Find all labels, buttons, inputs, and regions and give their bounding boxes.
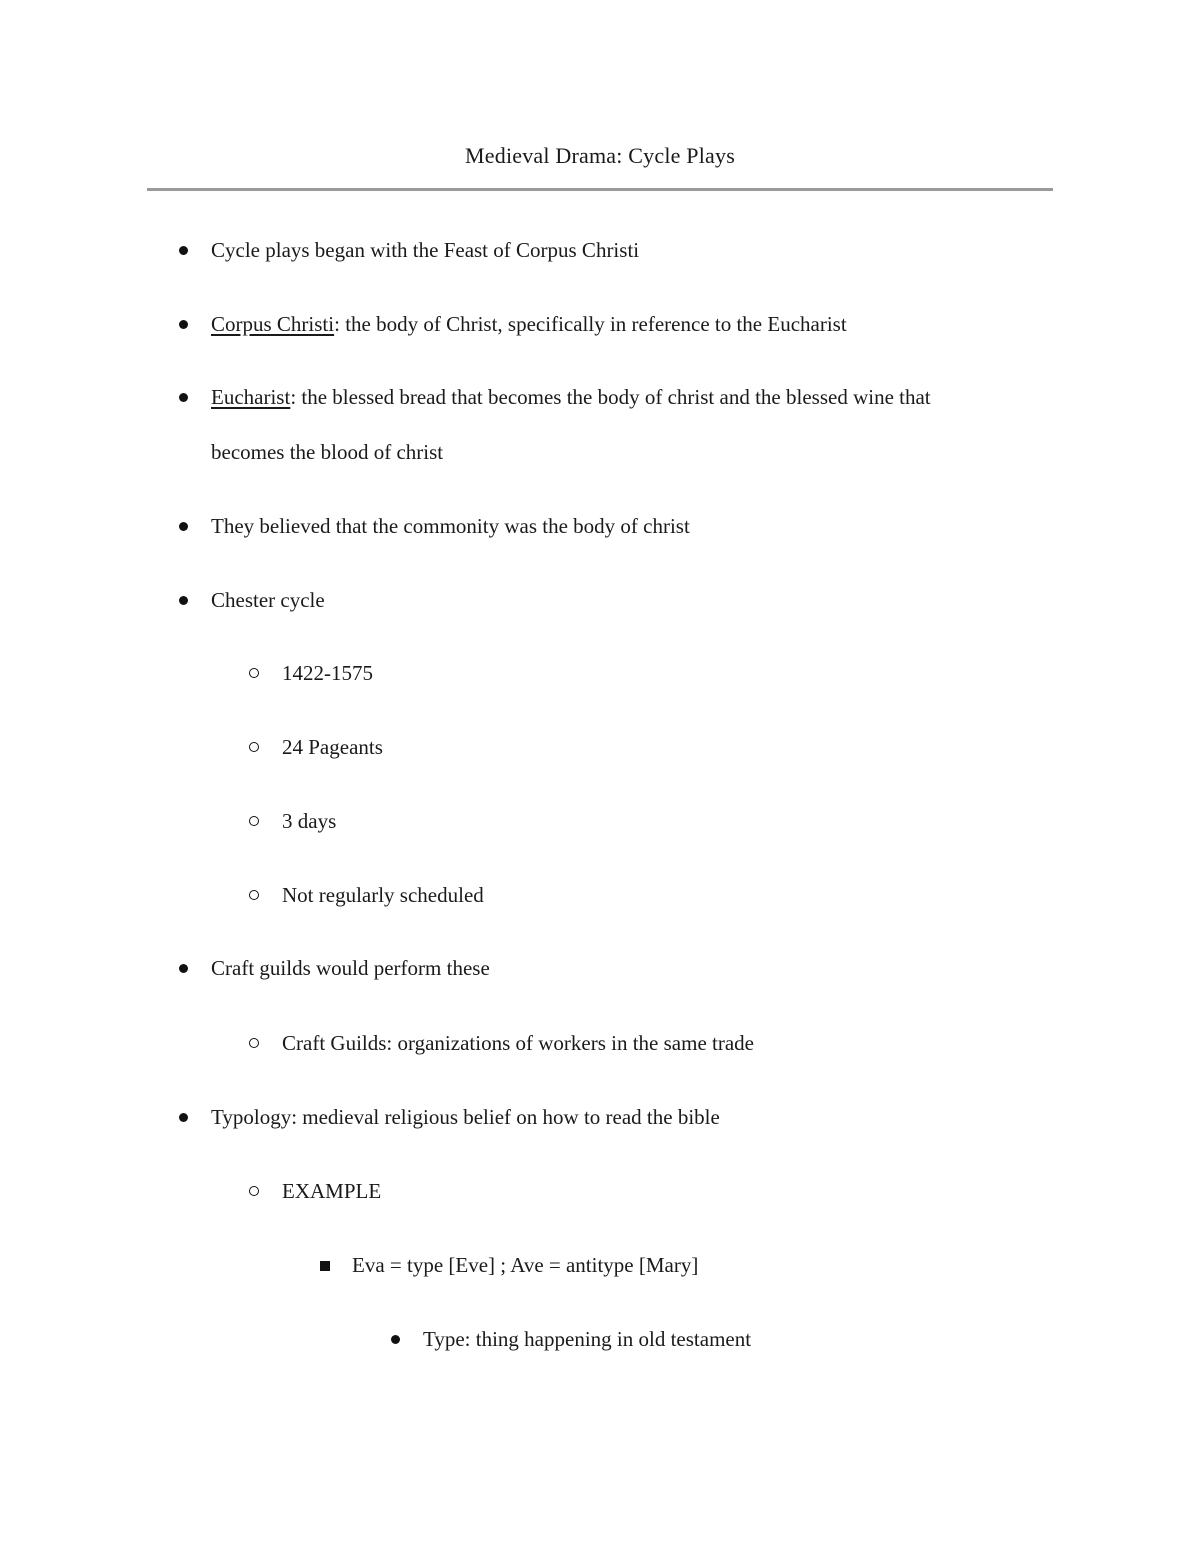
term-corpus-christi: Corpus Christi	[211, 312, 335, 336]
bullet-circle-icon	[249, 1186, 259, 1196]
bullet-dot-icon	[179, 393, 188, 402]
list-item-text: They believed that the commonity was the body of christ	[211, 514, 690, 538]
list-item	[282, 880, 484, 910]
list-item-text: 1422-1575	[282, 661, 373, 685]
list-item	[211, 511, 690, 541]
list-item-text: Eva = type [Eve] ; Ave = antitype [Mary]	[352, 1253, 699, 1277]
list-item-continuation: becomes the blood of christ	[211, 440, 444, 464]
list-item-text: Not regularly scheduled	[282, 883, 484, 907]
bullet-dot-icon	[179, 522, 188, 531]
definition-text: : the blessed bread that becomes the body of christ and the blessed wine that	[290, 385, 931, 409]
bullet-dot-icon	[179, 246, 188, 255]
list-item	[211, 585, 325, 615]
list-item-text: EXAMPLE	[282, 1179, 382, 1203]
list-item	[211, 953, 490, 983]
list-item	[423, 1324, 751, 1354]
bullet-dot-icon	[179, 320, 188, 329]
bullet-square-icon	[320, 1261, 330, 1271]
bullet-circle-icon	[249, 668, 259, 678]
bullet-circle-icon	[249, 890, 259, 900]
list-item-text: Cycle plays began with the Feast of Corpus Christi	[211, 238, 640, 262]
list-item	[211, 309, 847, 339]
bullet-dot-icon	[179, 1113, 188, 1122]
list-item-text: 24 Pageants	[282, 735, 383, 759]
list-item	[211, 235, 639, 265]
list-item	[352, 1250, 698, 1280]
list-item-text: 3 days	[282, 809, 337, 833]
list-item-text: Type: thing happening in old testament	[423, 1327, 752, 1351]
list-item-text: Craft Guilds: organizations of workers in the same trade	[282, 1031, 754, 1055]
list-item-text: Typology: medieval religious belief on how to read the bible	[211, 1105, 720, 1129]
list-item	[282, 658, 373, 688]
term-eucharist: Eucharist	[211, 385, 291, 409]
bullet-circle-icon	[249, 1038, 259, 1048]
bullet-dot-icon	[179, 964, 188, 973]
list-item	[282, 732, 383, 762]
list-item-text: Craft guilds would perform these	[211, 956, 490, 980]
page-title: Medieval Drama: Cycle Plays	[465, 143, 735, 168]
list-item	[282, 806, 336, 836]
bullet-circle-icon	[249, 742, 259, 752]
list-item	[211, 1102, 720, 1132]
definition-text: : the body of Christ, specifically in reference to the Eucharist	[334, 312, 847, 336]
list-item	[282, 1028, 754, 1058]
list-item	[211, 382, 931, 412]
list-item-text: Chester cycle	[211, 588, 325, 612]
bullet-dot-icon	[391, 1335, 400, 1344]
bullet-dot-icon	[179, 596, 188, 605]
bullet-circle-icon	[249, 816, 259, 826]
list-item	[282, 1176, 381, 1206]
title-divider	[147, 188, 1053, 191]
